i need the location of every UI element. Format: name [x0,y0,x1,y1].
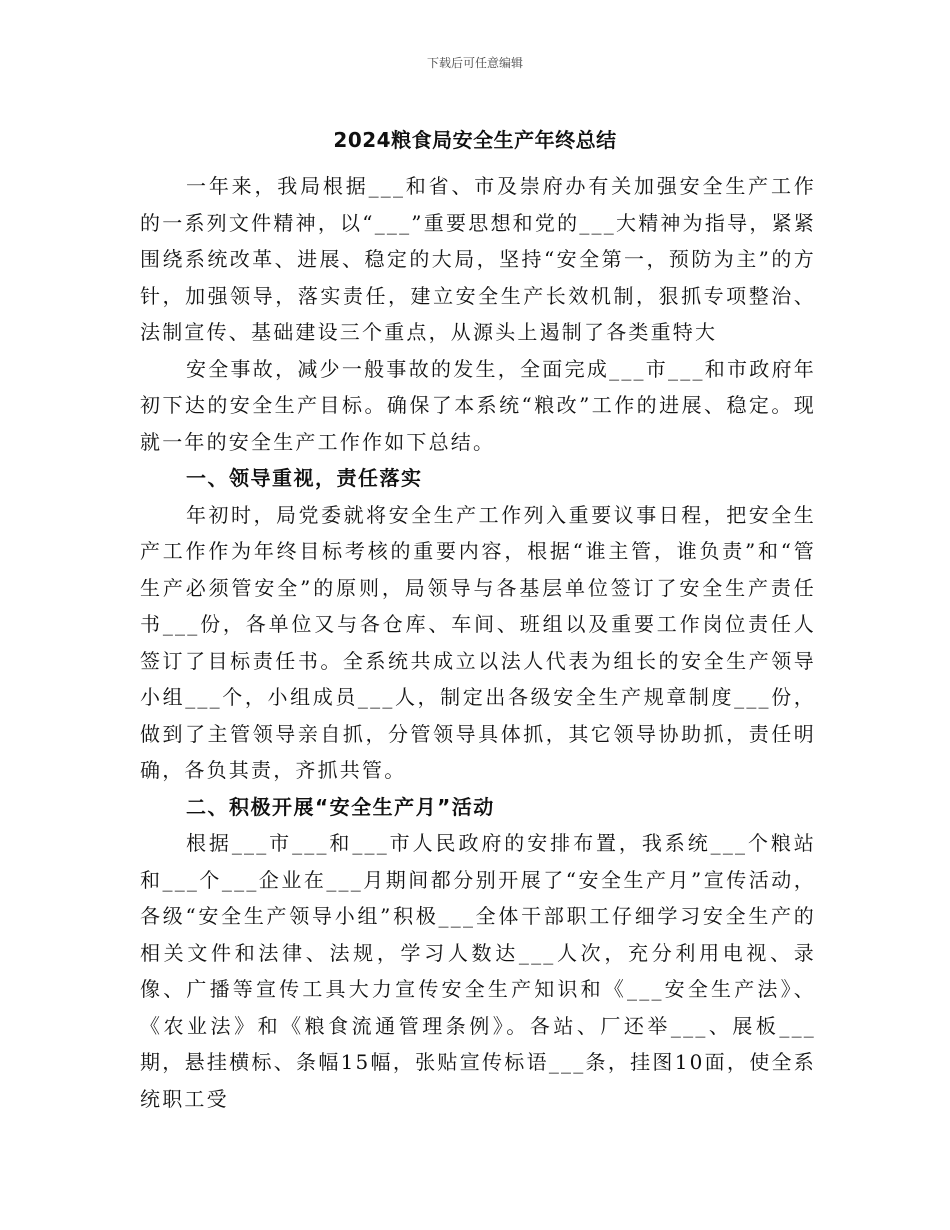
paragraph-safety-month: 根据___市___和___市人民政府的安排布置，我系统___个粮站和___个___企业在___月期间都分别开展了“安全生产月”宣传活动，各级“安全生产领导小组”积极___全体干部职工仔细学习安全生产的相关文件和法律、法规，学习人数达___人次，充分利用电视、录像、广播等宣传工具大力宣传安全生产知识和《___安全生产法》、《农业法》和《粮食流通管理条例》。各站、厂还举___、展板___期，悬挂横标、条幅15幅，张贴宣传标语___条，挂图10面，使全系统职工受 [140,831,816,1111]
section-heading-leadership: 一、领导重视，责任落实 [186,466,423,490]
document-body [140,168,816,1117]
paragraph-intro: 一年来，我局根据___和省、市及崇府办有关加强安全生产工作的一系列文件精神，以“___”重要思想和党的___大精神为指导，紧紧围绕系统改革、进展、稳定的大局，坚持“安全第一，预防为主”的方针，加强领导，落实责任，建立安全生产长效机制，狠抓专项整治、法制宣传、基础建设三个重点，从源头上遏制了各类重特大 [140,174,816,344]
paragraph-leadership: 年初时，局党委就将安全生产工作列入重要议事日程，把安全生产工作作为年终目标考核的重要内容，根据“谁主管，谁负责”和“管生产必须管安全”的原则，局领导与各基层单位签订了安全生产责任书___份，各单位又与各仓库、车间、班组以及重要工作岗位责任人签订了目标责任书。全系统共成立以法人代表为组长的安全生产领导小组___个，小组成员___人，制定出各级安全生产规章制度___份，做到了主管领导亲自抓，分管领导具体抓，其它领导协助抓，责任明确，各负其责，齐抓共管。 [140,502,816,782]
document-title: 2024粮食局安全生产年终总结 [333,128,617,152]
section-heading-safety-month: 二、积极开展“安全生产月”活动 [186,794,495,819]
paragraph-intro-continued: 安全事故，减少一般事故的发生，全面完成___市___和市政府年初下达的安全生产目标。确保了本系统“粮改”工作的进展、稳定。现就一年的安全生产工作作如下总结。 [140,356,816,454]
page-header-note: 下载后可任意编辑 [426,56,523,70]
